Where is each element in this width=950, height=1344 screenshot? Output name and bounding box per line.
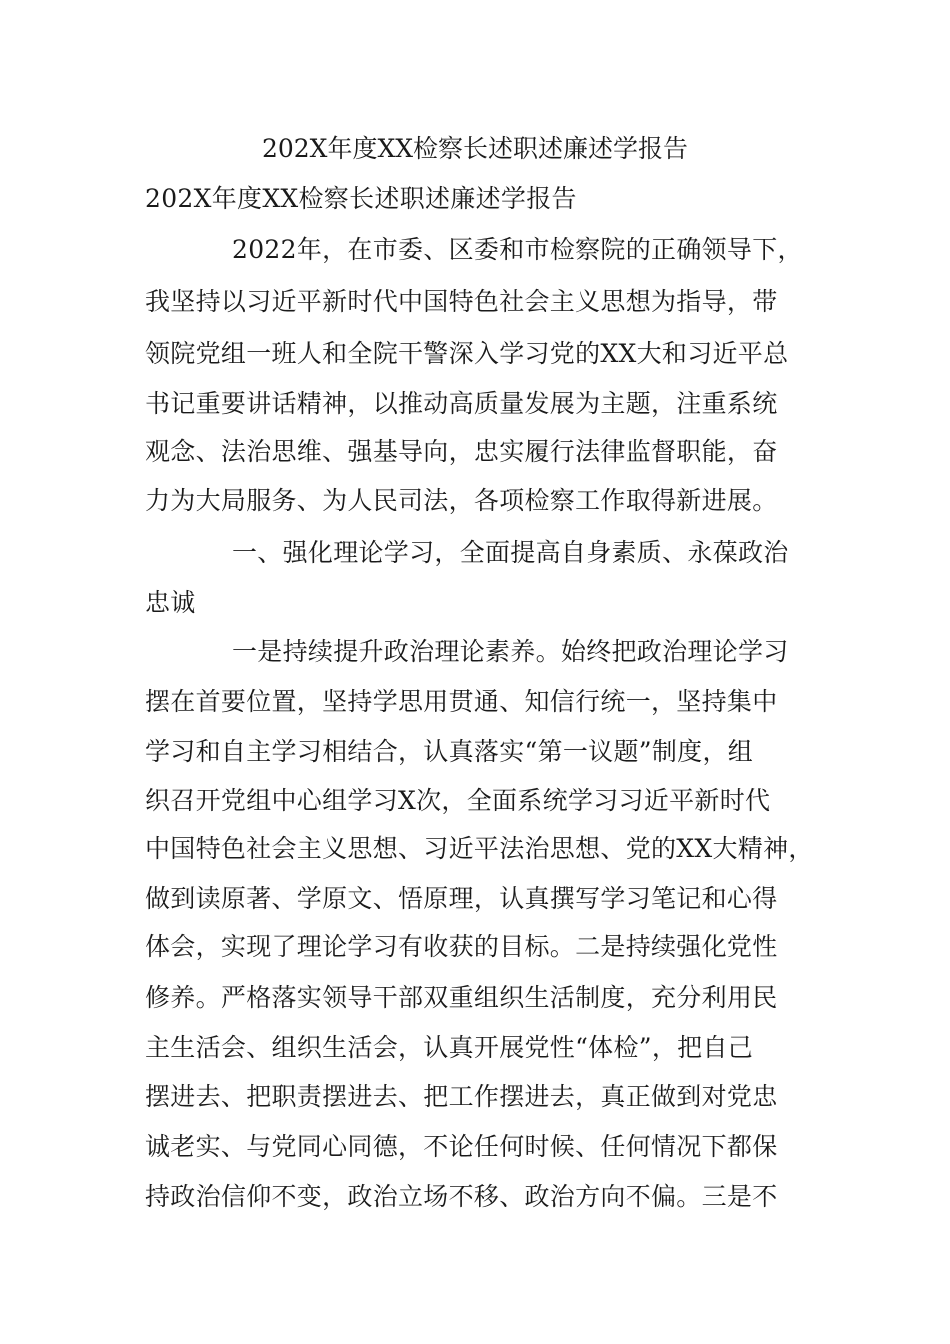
paragraph-1-line-4: 书记重要讲话精神，以推动高质量发展为主题，注重系统 xyxy=(145,389,778,418)
paragraph-3-line-11: 诚老实、与党同心同德，不论任何时候、任何情况下都保 xyxy=(145,1132,778,1161)
paragraph-3-line-2: 摆在首要位置，坚持学思用贯通、知信行统一，坚持集中 xyxy=(145,687,778,716)
paragraph-1-line-6: 力为大局服务、为人民司法，各项检察工作取得新进展。 xyxy=(145,486,778,515)
paragraph-1-line-3: 领院党组一班人和全院干警深入学习党的XX大和习近平总 xyxy=(145,339,789,368)
paragraph-3-line-8: 修养。严格落实领导干部双重组织生活制度，充分利用民 xyxy=(145,983,778,1012)
document-title: 202X年度XX检察长述职述廉述学报告 xyxy=(261,134,689,163)
paragraph-3-line-10: 摆进去、把职责摆进去、把工作摆进去，真正做到对党忠 xyxy=(145,1082,778,1111)
paragraph-3-line-12: 持政治信仰不变，政治立场不移、政治方向不偏。三是不 xyxy=(145,1182,778,1211)
section-heading-line-1: 一、强化理论学习，全面提高自身素质、永葆政治 xyxy=(232,538,789,567)
paragraph-3-line-7: 体会，实现了理论学习有收获的目标。二是持续强化党性 xyxy=(145,932,778,961)
paragraph-3-line-4: 织召开党组中心组学习X次，全面系统学习习近平新时代 xyxy=(145,786,771,815)
paragraph-3-line-3: 学习和自主学习相结合，认真落实“第一议题”制度，组 xyxy=(145,737,754,766)
paragraph-3-line-1: 一是持续提升政治理论素养。始终把政治理论学习 xyxy=(232,637,789,666)
paragraph-1-line-5: 观念、法治思维、强基导向，忠实履行法律监督职能，奋 xyxy=(145,437,778,466)
paragraph-1-line-1: 2022年，在市委、区委和市检察院的正确领导下， xyxy=(232,235,803,264)
paragraph-3-line-6: 做到读原著、学原文、悟原理，认真撰写学习笔记和心得 xyxy=(145,884,778,913)
section-heading-line-2: 忠诚 xyxy=(145,588,196,617)
document-subtitle: 202X年度XX检察长述职述廉述学报告 xyxy=(145,184,577,213)
paragraph-3-line-9: 主生活会、组织生活会，认真开展党性“体检”，把自己 xyxy=(145,1033,754,1062)
paragraph-1-line-2: 我坚持以习近平新时代中国特色社会主义思想为指导，带 xyxy=(145,287,778,316)
paragraph-3-line-5: 中国特色社会主义思想、习近平法治思想、党的XX大精神， xyxy=(145,834,814,863)
